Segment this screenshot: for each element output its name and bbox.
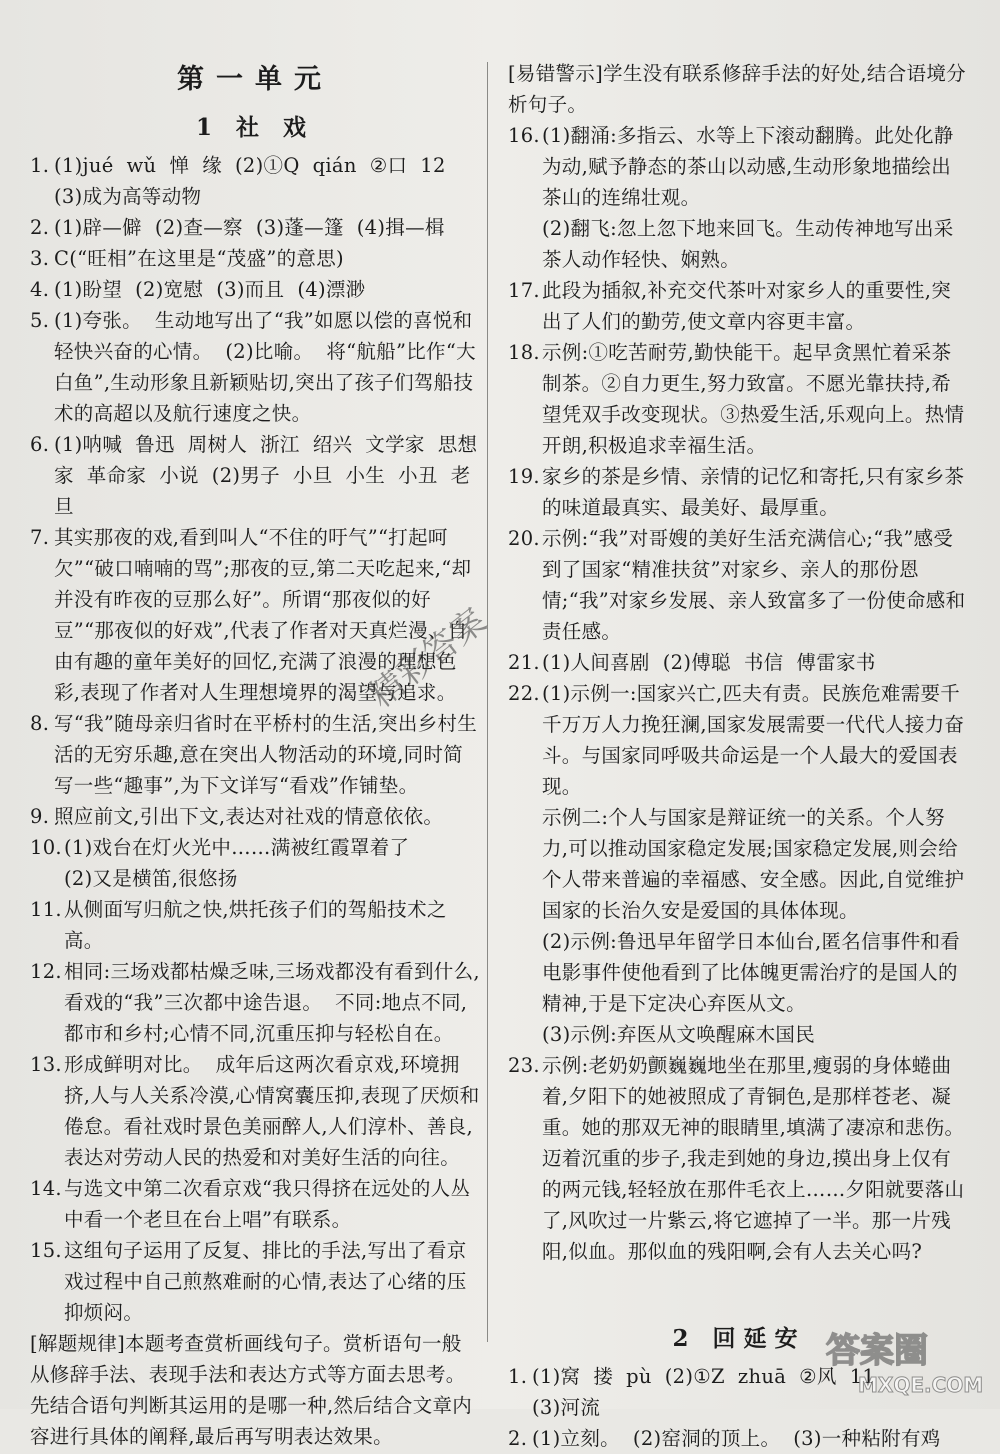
- right-column: [508, 58, 970, 1454]
- left-answer-item: [30, 429, 480, 522]
- item-text: 写“我”随母亲归省时在平桥村的生活,突出乡村生活的无穷乐趣,意在突出人物活动的环境,同时简写一些“趣事”,为下文详写“看戏”作铺垫。: [54, 712, 478, 797]
- watermark-logo-icon: [818, 1318, 988, 1398]
- item-text: (1)盼望 (2)宽慰 (3)而且 (4)漂渺: [54, 278, 366, 301]
- left-answer-item: [30, 708, 480, 801]
- item-number: 6.: [30, 433, 50, 456]
- item-number: 13.: [30, 1053, 62, 1076]
- solution-tip: [解题规律]本题考查赏析画线句子。赏析语句一般从修辞手法、表现手法和表达方式等方面去思考。先结合语句判断其运用的是哪一种,然后结合文章内容进行具体的阐释,最后再写明表达效果。: [30, 1332, 473, 1448]
- item-text: 示例:“我”对哥嫂的美好生活充满信心;“我”感受到了国家“精准扶贫”对家乡、亲人的那份恩情;“我”对家乡发展、亲人致富多了一份使命感和责任感。: [542, 527, 966, 643]
- left-answer-item: [30, 243, 480, 274]
- item-number: 21.: [508, 651, 540, 674]
- lesson2-answer-item: [508, 1423, 970, 1454]
- item-text: 照应前文,引出下文,表达对社戏的情意依依。: [54, 805, 444, 828]
- item-number: 5.: [30, 309, 50, 332]
- left-answer-item: [30, 274, 480, 305]
- item-number: 3.: [30, 247, 50, 270]
- item-number: 17.: [508, 279, 540, 302]
- item-text: 相同:三场戏都枯燥乏味,三场戏都没有看到什么,看戏的“我”三次都中途告退。 不同:地点不同,都市和乡村;心情不同,沉重压抑与轻松自在。: [64, 960, 480, 1045]
- item-number: 11.: [30, 898, 62, 921]
- left-answer-item: [30, 1049, 480, 1173]
- item-number: 1.: [508, 1365, 528, 1388]
- left-column: [30, 58, 480, 1452]
- left-answer-item: [30, 832, 480, 894]
- left-answer-item: [30, 956, 480, 1049]
- left-answer-item: [30, 212, 480, 243]
- right-answer-item: [508, 275, 970, 337]
- item-number: 12.: [30, 960, 62, 983]
- item-number: 8.: [30, 712, 50, 735]
- item-number: 2.: [30, 216, 50, 239]
- item-number: 20.: [508, 527, 540, 550]
- item-text: 此段为插叙,补充交代茶叶对家乡人的重要性,突出了人们的勤劳,使文章内容更丰富。: [542, 279, 951, 333]
- column-divider: [487, 62, 488, 1342]
- right-answer-list: [508, 120, 970, 1267]
- item-number: 22.: [508, 682, 540, 705]
- item-text: 与选文中第二次看京戏“我只得挤在远处的人丛中看一个老旦在台上唱”有联系。: [64, 1177, 471, 1231]
- item-text: 从侧面写归航之快,烘托孩子们的驾船技术之高。: [64, 898, 447, 952]
- item-text: 形成鲜明对比。 成年后这两次看京戏,环境拥挤,人与人关系冷漠,心情窝囊压抑,表现了厌烦和倦怠。看社戏时景色美丽醉人,人们淳朴、善良,表达对劳动人民的热爱和对美好生活的向往。: [64, 1053, 480, 1169]
- item-text: (1)示例一:国家兴亡,匹夫有责。民族危难需要千千万万人力挽狂澜,国家发展需要一代代人接力奋斗。与国家同呼吸共命运是一个人最大的爱国表现。 示例二:个人与国家是辩证统一的关系。个人努力,可以推动国家稳定发展;国家稳定发展,则会给个人带来普遍的幸福感、安全感。因此,自觉维护国家的长治久安是爱国的具体体现。 (2)示例:鲁迅早年留学日本仙台,匿名信事件和看电影事件使他看到了比体魄更需治疗的是国人的精神,于是下定决心弃医从文。 (3)示例:弃医从文唤醒麻木国民: [542, 682, 965, 1046]
- item-number: 16.: [508, 124, 540, 147]
- error-warning: [易错警示]学生没有联系修辞手法的好处,结合语境分析句子。: [508, 62, 966, 116]
- unit-title: 第一单元: [177, 64, 333, 95]
- item-number: 7.: [30, 526, 50, 549]
- item-text: (1)夸张。 生动地写出了“我”如愿以偿的喜悦和轻快兴奋的心情。 (2)比喻。 将“航船”比作“大白鱼”,生动形象且新颖贴切,突出了孩子们驾船技术的高超以及航行速度之快。: [54, 309, 476, 425]
- item-text: (1)立刻。 (2)窑洞的顶上。 (3)一种粘附有鸡: [532, 1427, 941, 1450]
- item-text: (1)戏台在灯火光中……满被红霞罩着了 (2)又是横笛,很悠扬: [64, 836, 410, 890]
- item-text: 示例:老奶奶颤巍巍地坐在那里,瘦弱的身体蜷曲着,夕阳下的她被照成了青铜色,是那样苍老、凝重。她的那双无神的眼睛里,填满了凄凉和悲伤。迈着沉重的步子,我走到她的身边,摸出身上仅有的两元钱,轻轻放在那件毛衣上……夕阳就要落山了,风吹过一片紫云,将它遮掉了一半。那一片残阳,似血。那似血的残阳啊,会有人去关心吗?: [542, 1054, 965, 1263]
- lesson-2-title: 2 回延安: [672, 1325, 806, 1352]
- item-text: 家乡的茶是乡情、亲情的记忆和寄托,只有家乡茶的味道最真实、最美好、最厚重。: [542, 465, 965, 519]
- item-text: (1)翻涌:多指云、水等上下滚动翻腾。此处化静为动,赋予静态的茶山以动感,生动形象地描绘出茶山的连绵壮观。 (2)翻飞:忽上忽下地来回飞。生动传神地写出采茶人动作轻快、娴熟。: [542, 124, 954, 271]
- watermark-logo-text: 答案圈: [826, 1331, 928, 1371]
- item-number: 19.: [508, 465, 540, 488]
- left-answer-item: [30, 150, 480, 212]
- lesson-1-title: 1 社 戏: [195, 114, 315, 141]
- item-number: 14.: [30, 1177, 62, 1200]
- item-number: 23.: [508, 1054, 540, 1077]
- right-answer-item: [508, 337, 970, 461]
- right-answer-item: [508, 1050, 970, 1267]
- item-number: 2.: [508, 1427, 528, 1450]
- left-answer-item: [30, 522, 480, 708]
- item-text: 其实那夜的戏,看到叫人“不住的吁气”“打起呵欠”“破口喃喃的骂”;那夜的豆,第二天吃起来,“却并没有昨夜的豆那么好”。所谓“那夜似的好豆”“那夜似的好戏”,代表了作者对天真烂漫、自由有趣的童年美好的回忆,充满了浪漫的理想色彩,表现了作者对人生理想境界的渴望与追求。: [54, 526, 472, 704]
- item-text: (1)窝 搂 pù (2)①Z zhuā ②风 11 (3)河流: [532, 1365, 876, 1419]
- item-number: 15.: [30, 1239, 62, 1262]
- left-answer-item: [30, 1173, 480, 1235]
- item-number: 10.: [30, 836, 62, 859]
- item-text: (1)jué wǔ 惮 缘 (2)①Q qián ②口 12 (3)成为高等动物: [54, 154, 446, 208]
- handwritten-stamp: 精彩答案: [362, 600, 494, 716]
- item-number: 4.: [30, 278, 50, 301]
- right-answer-item: [508, 120, 970, 275]
- right-answer-item: [508, 461, 970, 523]
- item-number: 9.: [30, 805, 50, 828]
- left-answer-item: [30, 894, 480, 956]
- right-answer-item: [508, 678, 970, 1050]
- item-text: C(“旺相”在这里是“茂盛”的意思): [54, 247, 344, 270]
- left-answer-item: [30, 305, 480, 429]
- left-answer-list: [30, 150, 480, 1328]
- right-answer-item: [508, 523, 970, 647]
- item-text: (1)人间喜剧 (2)傅聪 书信 傅雷家书: [542, 651, 876, 674]
- item-text: (1)辟—僻 (2)查—察 (3)蓬—篷 (4)揖—楫: [54, 216, 445, 239]
- left-answer-item: [30, 801, 480, 832]
- item-number: 18.: [508, 341, 540, 364]
- item-text: (1)呐喊 鲁迅 周树人 浙江 绍兴 文学家 思想家 革命家 小说 (2)男子 小旦 小生 小丑 老旦: [54, 433, 478, 518]
- item-text: 示例:①吃苦耐劳,勤快能干。起早贪黑忙着采茶制茶。②自力更生,努力致富。不愿光靠扶持,希望凭双手改变现状。③热爱生活,乐观向上。热情开朗,积极追求幸福生活。: [542, 341, 965, 457]
- watermark-site-text: MXQE.COM: [858, 1373, 984, 1397]
- left-answer-item: [30, 1235, 480, 1328]
- right-answer-item: [508, 647, 970, 678]
- item-number: 1.: [30, 154, 50, 177]
- item-text: 这组句子运用了反复、排比的手法,写出了看京戏过程中自己煎熬难耐的心情,表达了心绪的压抑烦闷。: [64, 1239, 467, 1324]
